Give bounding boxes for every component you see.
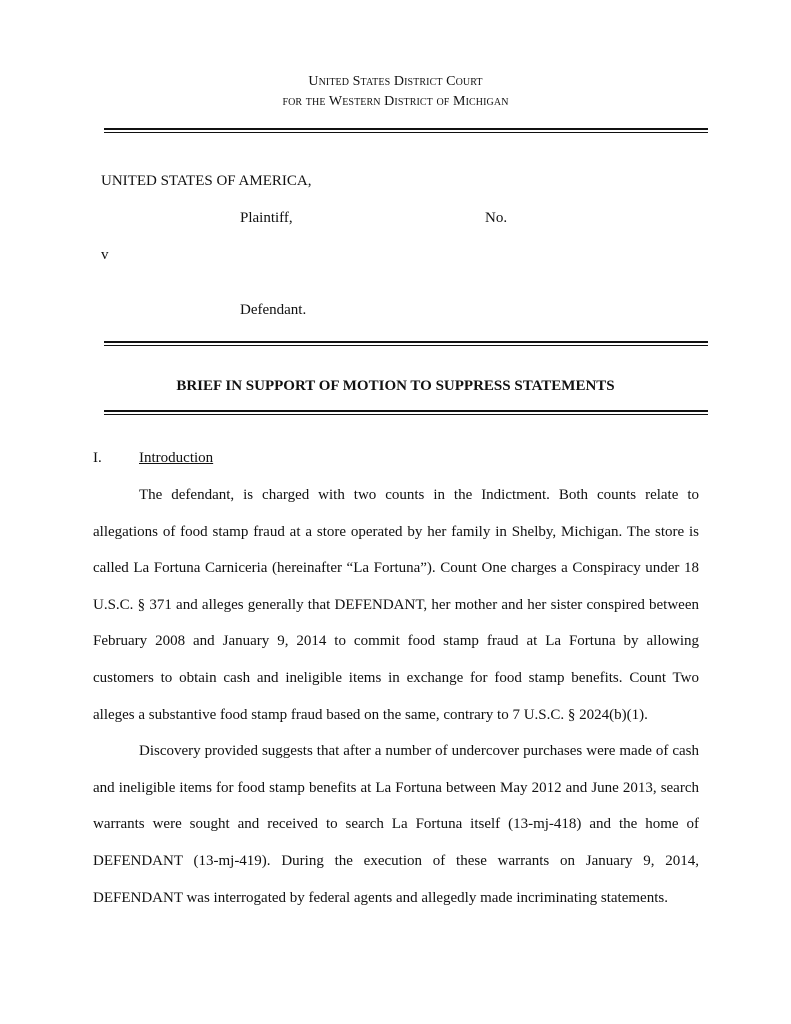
versus-label: v <box>101 247 109 263</box>
defendant-role: Defendant. <box>240 302 307 318</box>
title-rule-top <box>104 410 708 412</box>
section-number: I. <box>93 450 102 466</box>
case-number-label: No. <box>485 210 508 226</box>
document-title: BRIEF IN SUPPORT OF MOTION TO SUPPRESS STATEMENTS <box>176 378 615 394</box>
paragraph-1: The defendant, is charged with two counts in the Indictment. Both counts relate to allegations of food stamp fraud at a store operated by her family in Shelby, Michigan. The store is called La Fortuna Carniceria (hereinafter “La Fortuna”). Count One charges a Conspiracy under 18 U.S.C. § 371 and alleges generally that DEFENDANT, her mother and her sister conspired between February 2008 and January 9, 2014 to commit food stamp fraud at La Fortuna by allowing customers to obtain cash and ineligible items in exchange for food stamp benefits. Count Two alleges a substantive food stamp fraud based on the same, contrary to 7 U.S.C. § 2024(b)(1). <box>93 487 699 723</box>
section-heading: Introduction <box>139 450 214 466</box>
plaintiff-name: UNITED STATES OF AMERICA, <box>101 173 312 189</box>
title-rule-bottom <box>104 414 708 415</box>
court-name: United States District Court <box>308 74 483 89</box>
caption-rule-bottom <box>104 345 708 346</box>
header-rule-top <box>104 128 708 130</box>
body-text <box>93 477 699 916</box>
plaintiff-role: Plaintiff, <box>240 210 293 226</box>
court-district: for the Western District of Michigan <box>282 94 509 109</box>
header-rule-bottom <box>104 132 708 133</box>
caption-rule-top <box>104 341 708 343</box>
paragraph-2: Discovery provided suggests that after a number of undercover purchases were made of cash and ineligible items for food stamp benefits at La Fortuna between May 2012 and June 2013, search warrants were sought and received to search La Fortuna itself (13-mj-418) and the home of DEFENDANT (13-mj-419). During the execution of these warrants on January 9, 2014, DEFENDANT was interrogated by federal agents and allegedly made incriminating statements. <box>93 743 699 906</box>
